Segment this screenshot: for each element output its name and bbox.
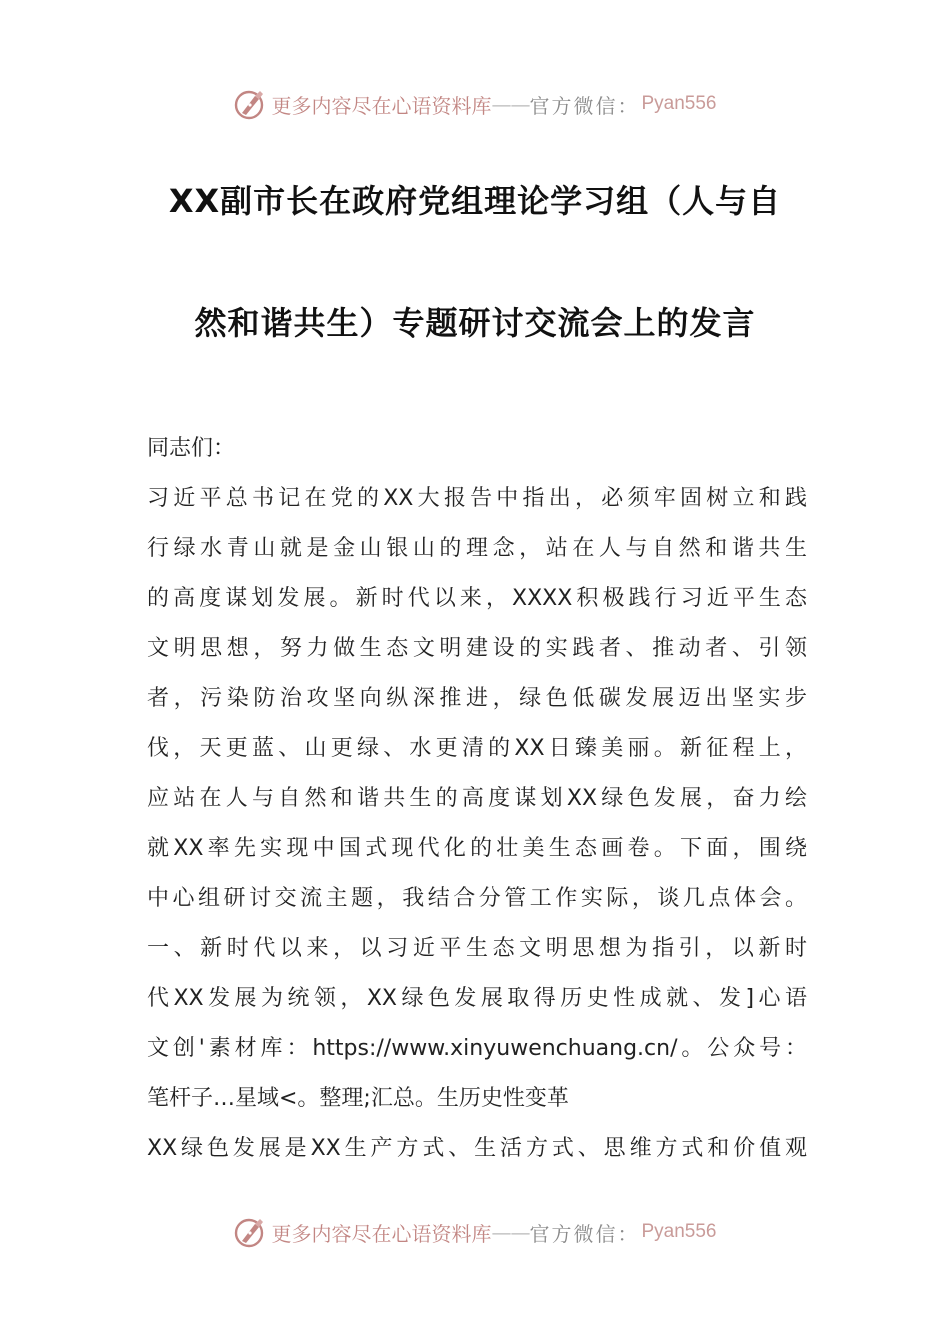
salutation: 同志们： xyxy=(147,436,236,461)
watermark-banner-bottom xyxy=(0,1212,950,1252)
body-line: 应站在人与自然和谐共生的高度谋划XX绿色发展，奋力绘 xyxy=(147,786,807,811)
body-line: XX绿色发展是XX生产方式、生活方式、思维方式和价值观 xyxy=(147,1136,807,1161)
body-line: 伐，天更蓝、山更绿、水更清的XX日臻美丽。新征程上， xyxy=(147,736,807,761)
watermark-official-label: 官方微信： xyxy=(529,1221,640,1246)
body-line: 文创'素材库：https://www.xinyuwenchuang.cn/。公众号： xyxy=(147,1036,807,1061)
body-line: 习近平总书记在党的XX大报告中指出，必须牢固树立和践 xyxy=(147,486,807,511)
body-line: 笔杆子…星域<。整理;汇总。生历史性变革 xyxy=(147,1086,569,1111)
watermark-wechat-id: Pyan556 xyxy=(641,93,717,114)
watermark-banner-top xyxy=(0,84,950,124)
body-line: 中心组研讨交流主题，我结合分管工作实际，谈几点体会。 xyxy=(147,886,807,911)
body-line: 就XX率先实现中国式现代化的壮美生态画卷。下面，围绕 xyxy=(147,836,807,861)
watermark-dash: —— xyxy=(491,92,530,116)
watermark-official-label: 官方微信： xyxy=(529,93,640,118)
watermark-main-text: 更多内容尽在心语资料库 xyxy=(271,1221,492,1246)
body-line: 文明思想，努力做生态文明建设的实践者、推动者、引领 xyxy=(147,636,807,661)
document-title-line-1: XX副市长在政府党组理论学习组（人与自 xyxy=(168,182,782,220)
body-line: 的高度谋划发展。新时代以来，XXXX积极践行习近平生态 xyxy=(147,586,807,611)
document-title-line-2: 然和谐共生）专题研讨交流会上的发言 xyxy=(194,304,756,342)
pen-nib-seal-icon xyxy=(233,87,267,121)
watermark-main-text: 更多内容尽在心语资料库 xyxy=(271,93,492,118)
body-line: 者，污染防治攻坚向纵深推进，绿色低碳发展迈出坚实步 xyxy=(147,686,807,711)
watermark-dash: —— xyxy=(491,1220,530,1244)
section-heading-line: 一、新时代以来，以习近平生态文明思想为指引，以新时 xyxy=(147,936,807,961)
watermark-wechat-id: Pyan556 xyxy=(641,1221,717,1242)
body-line: 行绿水青山就是金山银山的理念，站在人与自然和谐共生 xyxy=(147,536,807,561)
body-line: 代XX发展为统领，XX绿色发展取得历史性成就、发]心语 xyxy=(147,986,807,1011)
pen-nib-seal-icon xyxy=(233,1215,267,1249)
